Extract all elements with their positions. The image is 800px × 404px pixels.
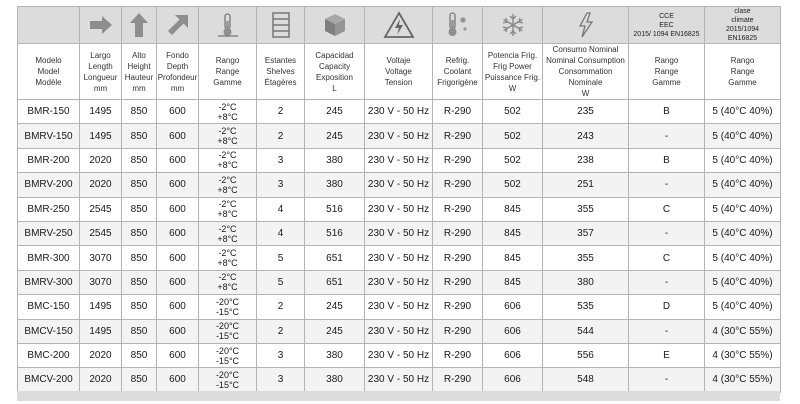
column-header xyxy=(483,44,543,100)
range-line: -2°C xyxy=(218,174,237,185)
table-cell: BMR-250 xyxy=(18,197,80,221)
table-cell xyxy=(199,246,257,270)
table-cell: 5 (40°C 40%) xyxy=(705,197,781,221)
table-cell: 850 xyxy=(122,246,157,270)
table-row xyxy=(18,197,781,221)
table-cell: 2 xyxy=(257,100,305,124)
range-line: -20°C xyxy=(215,321,240,332)
table-cell: 850 xyxy=(122,221,157,245)
range-line: +8°C xyxy=(217,160,238,171)
range-line: -20°C xyxy=(215,345,240,356)
icon-cell xyxy=(543,7,629,44)
table-cell: 235 xyxy=(543,100,629,124)
range-line: -2°C xyxy=(218,248,237,259)
column-header-line: Profondeur xyxy=(157,72,198,82)
column-header xyxy=(543,44,629,100)
icon-cell xyxy=(199,7,257,44)
table-cell: 651 xyxy=(305,270,365,294)
table-cell: 245 xyxy=(305,295,365,319)
table-cell: 4 xyxy=(257,221,305,245)
table-cell: 380 xyxy=(305,148,365,172)
table-cell: 2020 xyxy=(80,368,122,392)
table-row xyxy=(18,100,781,124)
table-cell: R-290 xyxy=(433,246,483,270)
shelves-icon xyxy=(271,12,291,38)
table-cell: 850 xyxy=(122,148,157,172)
table-row xyxy=(18,124,781,148)
table-cell: 2020 xyxy=(80,148,122,172)
table-cell xyxy=(199,319,257,343)
table-row xyxy=(18,221,781,245)
table-cell: R-290 xyxy=(433,148,483,172)
range-line: -20°C xyxy=(215,296,240,307)
table-cell: 2 xyxy=(257,295,305,319)
table-cell: BMC-150 xyxy=(18,295,80,319)
table-cell: 850 xyxy=(122,270,157,294)
table-cell: 230 V - 50 Hz xyxy=(365,295,433,319)
column-header-line: Frigorigène xyxy=(437,78,478,87)
column-header xyxy=(157,44,199,100)
column-header-line: Alto xyxy=(132,50,146,60)
column-header xyxy=(705,44,781,100)
table-cell: 850 xyxy=(122,319,157,343)
table-cell: 606 xyxy=(483,319,543,343)
arrow-diagonal-icon xyxy=(166,13,190,37)
table-cell: 2 xyxy=(257,319,305,343)
table-cell: 606 xyxy=(483,295,543,319)
icon-cell xyxy=(365,7,433,44)
table-cell: 380 xyxy=(305,368,365,392)
table-cell: R-290 xyxy=(433,270,483,294)
table-cell: 230 V - 50 Hz xyxy=(365,148,433,172)
column-header-line: Nominal Consumption xyxy=(546,56,625,65)
column-header xyxy=(18,44,80,100)
column-header-line: Exposition xyxy=(316,72,353,82)
table-cell: 230 V - 50 Hz xyxy=(365,197,433,221)
column-header-line: mm xyxy=(132,83,146,93)
column-header-line: Puissance Frig. xyxy=(484,72,541,82)
table-cell: 606 xyxy=(483,343,543,367)
range-line: -2°C xyxy=(218,126,237,137)
column-header-line: Depth xyxy=(166,61,189,71)
table-cell: 230 V - 50 Hz xyxy=(365,319,433,343)
table-cell: B xyxy=(629,148,705,172)
ce-line: EEC xyxy=(659,21,674,29)
column-header xyxy=(365,44,433,100)
table-row xyxy=(18,173,781,197)
column-header-line: mm xyxy=(93,83,108,93)
table-cell: 2545 xyxy=(80,221,122,245)
table-cell: 230 V - 50 Hz xyxy=(365,368,433,392)
table-cell xyxy=(199,343,257,367)
table-row xyxy=(18,368,781,392)
table-cell: 850 xyxy=(122,368,157,392)
table-cell: 3 xyxy=(257,368,305,392)
table-cell: 243 xyxy=(543,124,629,148)
ce-line: CCE xyxy=(659,12,674,20)
range-line: +8°C xyxy=(217,184,238,195)
column-header-line: Potencia Frig. xyxy=(487,50,538,60)
table-cell: 5 (40°C 40%) xyxy=(705,124,781,148)
table-cell: 230 V - 50 Hz xyxy=(365,100,433,124)
table-cell: D xyxy=(629,295,705,319)
table-cell: 355 xyxy=(543,246,629,270)
table-cell: 3 xyxy=(257,343,305,367)
table-cell: - xyxy=(629,124,705,148)
table-cell: 3 xyxy=(257,173,305,197)
range-line: -2°C xyxy=(218,223,237,234)
column-header-line: Gamme xyxy=(652,78,681,87)
table-cell: 251 xyxy=(543,173,629,197)
column-header-line: Largo xyxy=(90,50,111,60)
table-cell: - xyxy=(629,319,705,343)
table-cell: E xyxy=(629,343,705,367)
column-header xyxy=(433,44,483,100)
table-cell: 845 xyxy=(483,221,543,245)
table-cell xyxy=(199,148,257,172)
table-cell: R-290 xyxy=(433,343,483,367)
climate-header xyxy=(705,7,781,44)
table-cell: 600 xyxy=(157,295,199,319)
table-cell xyxy=(199,295,257,319)
table-cell: 245 xyxy=(305,319,365,343)
range-line: -15°C xyxy=(215,355,240,366)
table-cell: 238 xyxy=(543,148,629,172)
table-cell: 3070 xyxy=(80,270,122,294)
table-cell: 230 V - 50 Hz xyxy=(365,246,433,270)
column-header-line: Capacidad xyxy=(315,50,354,60)
table-cell: BMRV-250 xyxy=(18,221,80,245)
range-line: +8°C xyxy=(217,233,238,244)
table-cell: 502 xyxy=(483,148,543,172)
table-cell: C xyxy=(629,197,705,221)
table-cell: 230 V - 50 Hz xyxy=(365,173,433,197)
table-cell: 600 xyxy=(157,270,199,294)
table-cell xyxy=(199,100,257,124)
ce-line: 2015/ 1094 EN16825 xyxy=(633,30,700,38)
icon-cell xyxy=(80,7,122,44)
column-header xyxy=(199,44,257,100)
table-cell: 651 xyxy=(305,246,365,270)
table-cell xyxy=(199,221,257,245)
range-line: -20°C xyxy=(215,369,240,380)
table-cell xyxy=(199,270,257,294)
table-cell: BMRV-200 xyxy=(18,173,80,197)
table-cell: 535 xyxy=(543,295,629,319)
table-cell: 2545 xyxy=(80,197,122,221)
table-cell: 600 xyxy=(157,246,199,270)
column-header-line: Capacity xyxy=(318,61,351,71)
climate-line: clase xyxy=(734,8,751,15)
table-cell: BMCV-150 xyxy=(18,319,80,343)
table-cell: 5 (40°C 40%) xyxy=(705,148,781,172)
column-header xyxy=(629,44,705,100)
table-cell xyxy=(199,173,257,197)
table-cell xyxy=(199,197,257,221)
table-cell: 5 (40°C 40%) xyxy=(705,246,781,270)
arrow-right-icon xyxy=(88,14,114,36)
voltage-warning-icon xyxy=(383,11,415,39)
table-cell: 600 xyxy=(157,148,199,172)
cube-icon xyxy=(322,12,348,38)
table-cell: 4 (30°C 55%) xyxy=(705,319,781,343)
range-line: -2°C xyxy=(218,101,237,112)
table-cell: 606 xyxy=(483,368,543,392)
range-line: -15°C xyxy=(215,379,240,390)
table-cell: 850 xyxy=(122,343,157,367)
table-cell: 5 (40°C 40%) xyxy=(705,295,781,319)
column-header-line: Étagères xyxy=(264,78,297,87)
table-row xyxy=(18,295,781,319)
table-cell: 600 xyxy=(157,100,199,124)
table-cell: 516 xyxy=(305,197,365,221)
table-cell: BMCV-200 xyxy=(18,368,80,392)
table-cell: 1495 xyxy=(80,100,122,124)
table-cell: 380 xyxy=(305,343,365,367)
icon-cell xyxy=(483,7,543,44)
column-header-line: Rango xyxy=(215,56,240,65)
range-line: -2°C xyxy=(218,272,237,283)
table-cell xyxy=(199,368,257,392)
column-header-line: Estantes xyxy=(264,56,297,65)
table-cell: 850 xyxy=(122,124,157,148)
column-header xyxy=(257,44,305,100)
table-cell: R-290 xyxy=(433,295,483,319)
column-header-line: Range xyxy=(215,67,240,76)
icon-cell xyxy=(122,7,157,44)
column-header xyxy=(122,44,157,100)
column-header-line: Coolant xyxy=(443,67,472,76)
column-header-line: Frig Power xyxy=(493,61,532,71)
table-cell: 5 xyxy=(257,246,305,270)
table-cell: R-290 xyxy=(433,368,483,392)
thermometer-icon xyxy=(216,12,240,38)
lightning-icon xyxy=(576,12,596,38)
table-cell: 502 xyxy=(483,173,543,197)
table-row xyxy=(18,270,781,294)
column-header-line: W xyxy=(581,89,590,98)
table-cell: 850 xyxy=(122,197,157,221)
table-cell: 230 V - 50 Hz xyxy=(365,343,433,367)
column-header-line: Range xyxy=(730,67,755,76)
table-row xyxy=(18,343,781,367)
table-cell: 230 V - 50 Hz xyxy=(365,124,433,148)
table-cell: 845 xyxy=(483,246,543,270)
climate-line: EN16825 xyxy=(727,35,758,42)
range-line: -15°C xyxy=(215,331,240,342)
table-cell: 845 xyxy=(483,197,543,221)
table-cell: 600 xyxy=(157,368,199,392)
snowflake-icon xyxy=(500,12,526,38)
table-cell: 548 xyxy=(543,368,629,392)
table-cell: 245 xyxy=(305,100,365,124)
icon-cell xyxy=(305,7,365,44)
range-line: +8°C xyxy=(217,282,238,293)
thermometer-snow-icon xyxy=(444,11,472,39)
table-cell: 2020 xyxy=(80,173,122,197)
column-header-line: Gamme xyxy=(728,78,757,87)
column-header xyxy=(305,44,365,100)
table-cell: 5 (40°C 40%) xyxy=(705,221,781,245)
table-cell: 600 xyxy=(157,319,199,343)
table-cell: 3 xyxy=(257,148,305,172)
table-cell: 5 (40°C 40%) xyxy=(705,100,781,124)
table-cell: - xyxy=(629,221,705,245)
table-cell: 600 xyxy=(157,343,199,367)
table-cell: 3070 xyxy=(80,246,122,270)
column-header-line: Length xyxy=(88,61,113,71)
table-cell: BMC-200 xyxy=(18,343,80,367)
column-header xyxy=(80,44,122,100)
table-body xyxy=(18,100,781,393)
table-cell: BMRV-300 xyxy=(18,270,80,294)
spec-table xyxy=(17,6,781,393)
table-cell: R-290 xyxy=(433,197,483,221)
column-header-line: Consumo Nominal xyxy=(552,45,619,54)
column-header-line: Gamme xyxy=(213,78,242,87)
column-header-line: Hauteur xyxy=(124,72,154,82)
table-cell: 600 xyxy=(157,197,199,221)
table-cell: 1495 xyxy=(80,319,122,343)
table-cell: 1495 xyxy=(80,124,122,148)
table-cell: 5 xyxy=(257,270,305,294)
table-cell: BMR-200 xyxy=(18,148,80,172)
table-cell: 357 xyxy=(543,221,629,245)
table-cell: 850 xyxy=(122,295,157,319)
table-cell: 4 (30°C 55%) xyxy=(705,343,781,367)
range-line: +8°C xyxy=(217,136,238,147)
table-cell: 516 xyxy=(305,221,365,245)
table-cell: R-290 xyxy=(433,124,483,148)
column-header-line: Longueur xyxy=(83,72,118,82)
column-header-line: W xyxy=(508,83,517,93)
range-line: -15°C xyxy=(215,306,240,317)
bottom-bar xyxy=(17,391,780,401)
column-header-line: Model xyxy=(37,67,60,76)
column-header-row xyxy=(18,44,781,100)
table-cell: B xyxy=(629,100,705,124)
column-header-line: Modelo xyxy=(35,56,62,65)
table-cell: 600 xyxy=(157,173,199,197)
table-cell xyxy=(199,124,257,148)
table-row xyxy=(18,319,781,343)
table-cell: - xyxy=(629,270,705,294)
table-cell: 230 V - 50 Hz xyxy=(365,221,433,245)
icon-cell xyxy=(157,7,199,44)
table-cell: 4 (30°C 55%) xyxy=(705,368,781,392)
column-header-line: Height xyxy=(127,61,151,71)
table-cell: R-290 xyxy=(433,100,483,124)
column-header-line: Tension xyxy=(384,78,413,87)
table-cell: 2 xyxy=(257,124,305,148)
climate-line: climate xyxy=(731,17,754,24)
arrow-up-icon xyxy=(129,12,149,38)
table-cell: 1495 xyxy=(80,295,122,319)
column-header-line: Modèle xyxy=(35,78,62,87)
table-cell: BMR-300 xyxy=(18,246,80,270)
range-line: +8°C xyxy=(217,258,238,269)
table-row xyxy=(18,148,781,172)
table-cell: 502 xyxy=(483,100,543,124)
icon-cell xyxy=(433,7,483,44)
column-header-line: Rango xyxy=(730,56,755,65)
column-header-line: Voltaje xyxy=(386,56,411,65)
table-cell: 845 xyxy=(483,270,543,294)
table-cell: 502 xyxy=(483,124,543,148)
range-line: -2°C xyxy=(218,150,237,161)
column-header-line: L xyxy=(332,83,337,93)
table-cell: 600 xyxy=(157,221,199,245)
table-cell: 556 xyxy=(543,343,629,367)
table-cell: BMR-150 xyxy=(18,100,80,124)
column-header-line: Shelves xyxy=(266,67,295,76)
icon-row xyxy=(18,7,781,44)
table-cell: 544 xyxy=(543,319,629,343)
column-header-line: Range xyxy=(654,67,679,76)
column-header-line: Voltage xyxy=(385,67,412,76)
table-cell: R-290 xyxy=(433,173,483,197)
column-header-line: mm xyxy=(170,83,185,93)
icon-cell xyxy=(257,7,305,44)
table-cell: 5 (40°C 40%) xyxy=(705,270,781,294)
table-cell: 5 (40°C 40%) xyxy=(705,173,781,197)
table-cell: R-290 xyxy=(433,221,483,245)
table-cell: C xyxy=(629,246,705,270)
table-cell: 355 xyxy=(543,197,629,221)
table-cell: 2020 xyxy=(80,343,122,367)
climate-line: 2015/1094 xyxy=(725,26,760,33)
table-cell: 380 xyxy=(543,270,629,294)
icon-cell-blank xyxy=(18,7,80,44)
range-line: -2°C xyxy=(218,199,237,210)
table-cell: - xyxy=(629,173,705,197)
column-header-line: Rango xyxy=(654,56,679,65)
range-line: +8°C xyxy=(217,111,238,122)
range-line: +8°C xyxy=(217,209,238,220)
table-cell: 850 xyxy=(122,100,157,124)
table-cell: BMRV-150 xyxy=(18,124,80,148)
column-header-line: Fondo xyxy=(166,50,189,60)
table-cell: 245 xyxy=(305,124,365,148)
table-cell: - xyxy=(629,368,705,392)
column-header-line: Refrig. xyxy=(445,56,470,65)
column-header-line: Consommation Nominale xyxy=(558,67,613,87)
table-cell: R-290 xyxy=(433,319,483,343)
table-row xyxy=(18,246,781,270)
table-cell: 380 xyxy=(305,173,365,197)
table-cell: 230 V - 50 Hz xyxy=(365,270,433,294)
table-cell: 850 xyxy=(122,173,157,197)
table-cell: 600 xyxy=(157,124,199,148)
table-cell: 4 xyxy=(257,197,305,221)
ce-header xyxy=(629,7,705,44)
